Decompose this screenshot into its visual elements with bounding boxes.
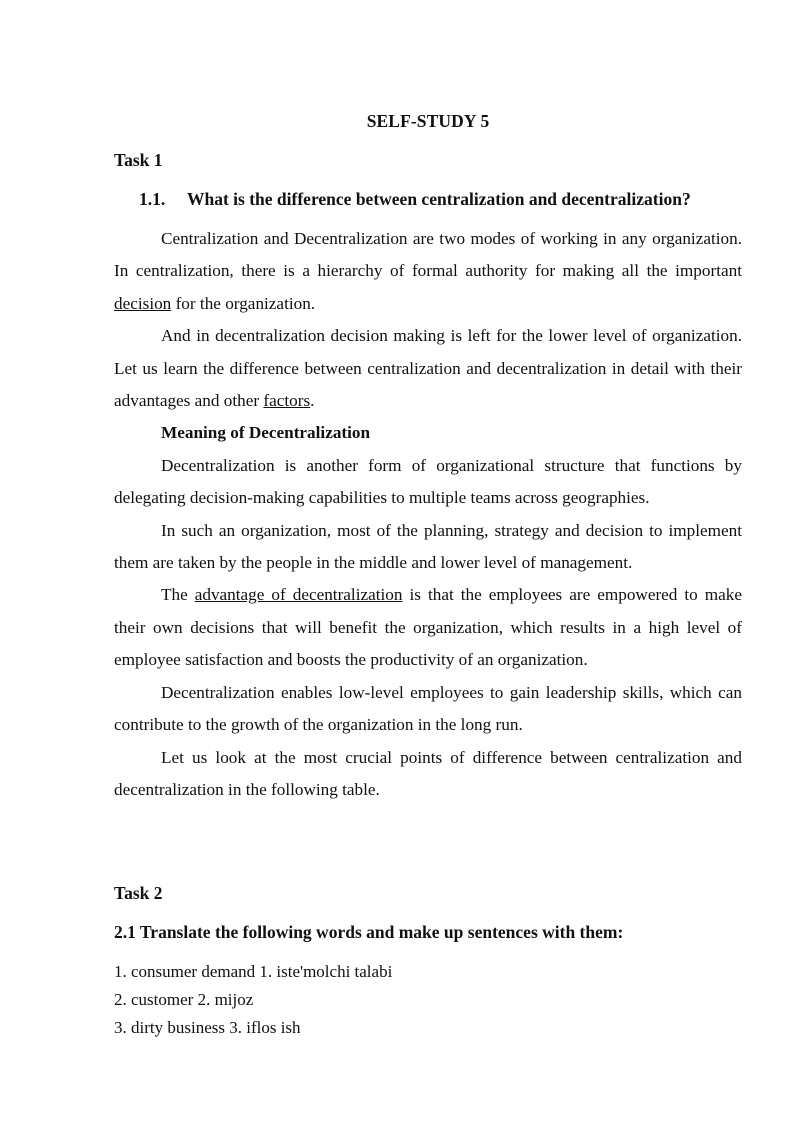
subheading-decentralization: Meaning of Decentralization xyxy=(161,423,371,443)
task-1-heading: Task 1 xyxy=(114,150,163,170)
list-item: 2. customer 2. mijoz xyxy=(114,990,254,1009)
paragraph-2: And in decentralization decision making is left for the lower level of organization. Let us learn the difference between centralization and decentralization in detail with their advantages and other factors. xyxy=(114,326,742,411)
paragraph-6: Decentralization enables low-level employees to gain leadership skills, which can contribute to the growth of the organization in the long run. xyxy=(114,682,742,735)
question-number: 1.1. xyxy=(139,189,166,209)
answer-body xyxy=(114,223,742,806)
paragraph-5: The advantage of decentralization is that the employees are empowered to make their own decisions that will benefit the organization, which results in a high level of employee satisfaction and boosts the productivity of an organization. xyxy=(114,585,742,670)
list-item: 1. consumer demand 1. iste'molchi talabi xyxy=(114,962,393,981)
question-text: What is the difference between centralization and decentralization? xyxy=(187,189,691,209)
vocabulary-list xyxy=(114,958,392,1042)
paragraph-7: Let us look at the most crucial points of difference between centralization and decentralization in the following table. xyxy=(114,747,742,799)
paragraph-1: Centralization and Decentralization are two modes of working in any organization. In centralization, there is a hierarchy of formal authority for making all the important decision for the organization. xyxy=(114,229,742,313)
paragraph-3: Decentralization is another form of organizational structure that functions by delegating decision-making capabilities to multiple teams across geographies. xyxy=(114,455,742,508)
question-1-1 xyxy=(139,189,691,210)
question-2-1: 2.1 Translate the following words and make up sentences with them: xyxy=(114,922,624,942)
advantage-link[interactable]: advantage of decentralization xyxy=(194,585,403,605)
list-item: 3. dirty business 3. iflos ish xyxy=(114,1018,301,1037)
task-2-heading: Task 2 xyxy=(114,883,163,903)
document-title: SELF-STUDY 5 xyxy=(366,111,490,131)
paragraph-4: In such an organization, most of the planning, strategy and decision to implement them are taken by the people in the middle and lower level of management. xyxy=(114,520,742,573)
factors-link[interactable]: factors xyxy=(263,391,311,411)
decision-link[interactable]: decision xyxy=(114,293,172,313)
